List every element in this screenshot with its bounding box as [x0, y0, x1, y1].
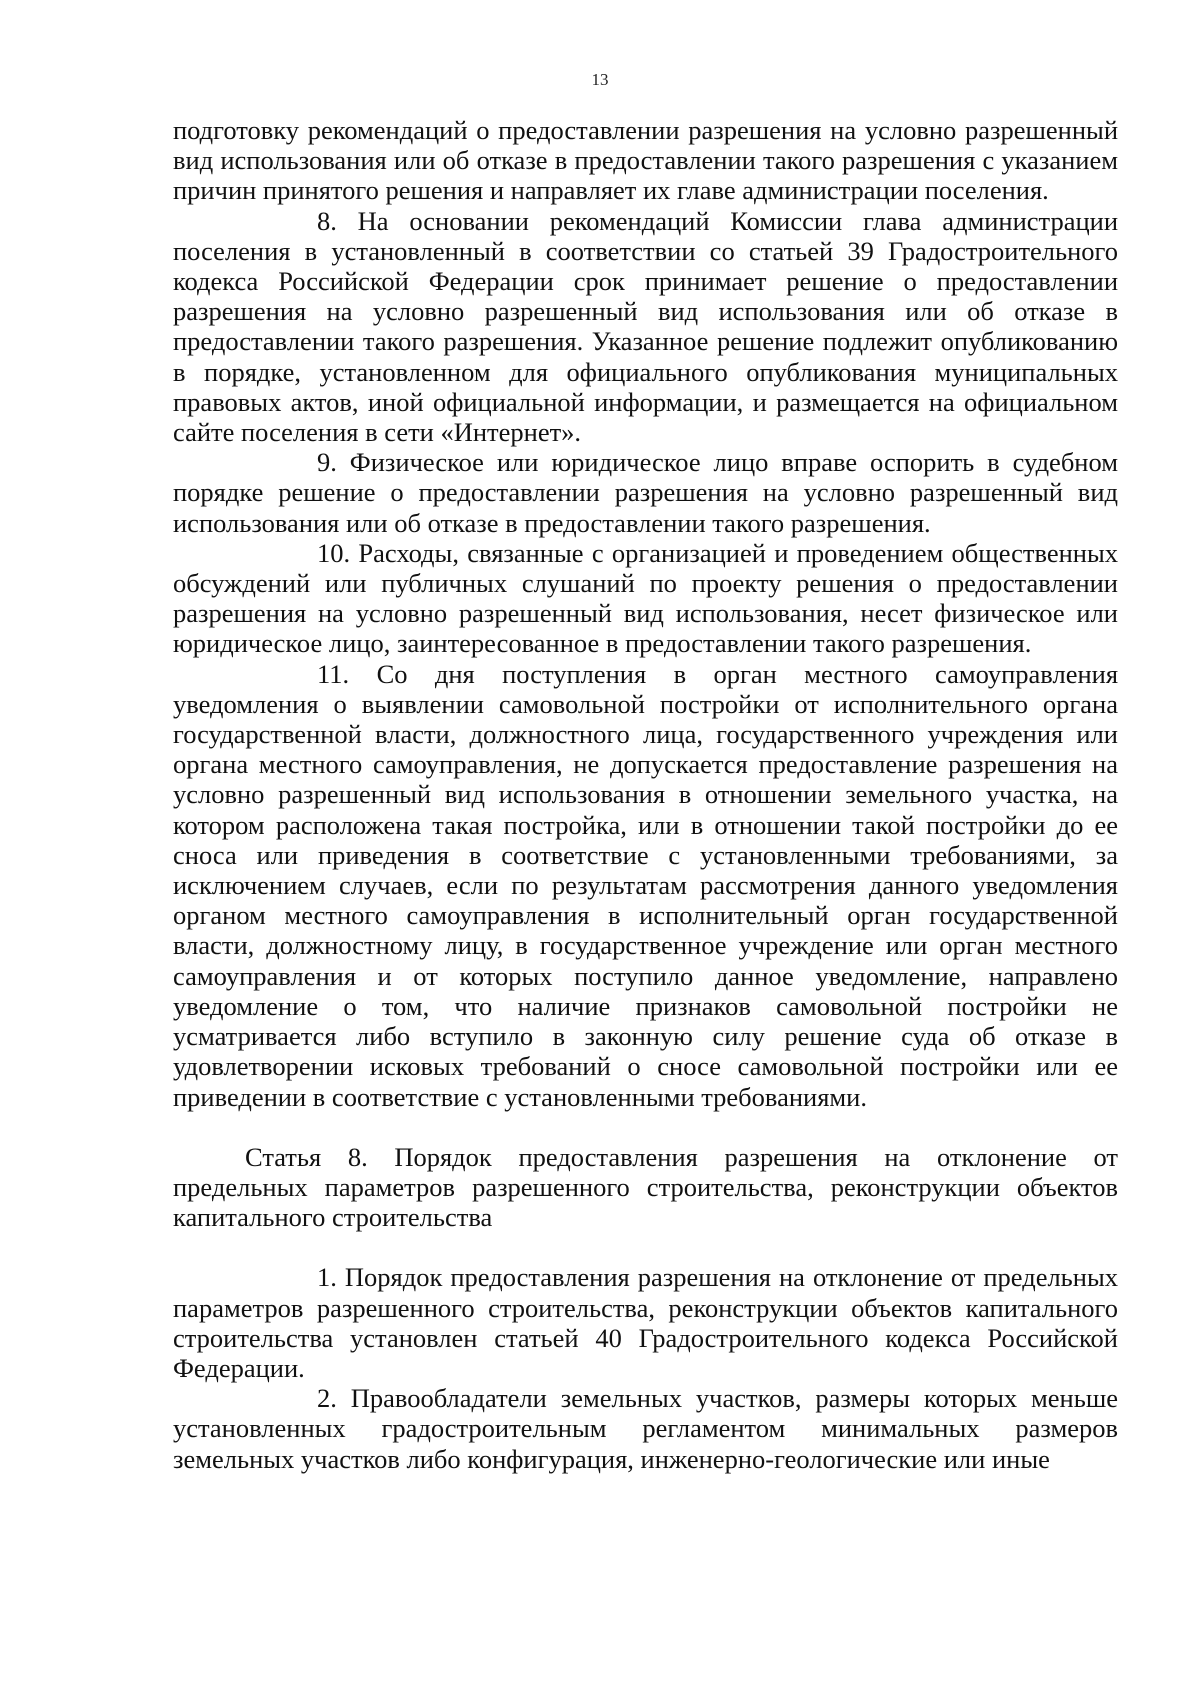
paragraph-text: Со дня поступления в орган местного самоуправления уведомления о выявлении самовольной постройки от исполнительного органа государственной власти, должностного лица, государственного учреждения или органа местного самоуправления, не допускается предоставление разрешения на условно разрешенный вид использования в отношении земельного участка, на котором расположена такая постройка, или в отношении такой постройки до ее сноса или приведения в соответствие с установленными требованиями, за исключением случаев, если по результатам рассмотрения данного уведомления органом местного самоуправления в исполнительный орган государственной власти, должностному лицу, в государственное учреждение или орган местного самоуправления и от которых поступило данное уведомление, направлено уведомление о том, что наличие признаков самовольной постройки не усматривается либо вступило в законную силу решение суда об отказе в удовлетворении исковых требований о сносе самовольной постройки или ее приведении в соответствие с установленными требованиями.	[173, 658, 1119, 1112]
paragraph-item-8	[173, 206, 1118, 448]
document-body	[173, 115, 1118, 1474]
page-number: 13	[591, 70, 609, 89]
spacer	[173, 1112, 1118, 1142]
article-heading: Статья 8. Порядок предоставления разрешения на отклонение от предельных параметров разрешенного строительства, реконструкции объектов капитального строительства	[173, 1141, 1118, 1233]
paragraph-number: 10.	[317, 537, 351, 568]
paragraph-item-11	[173, 659, 1118, 1112]
paragraph-item-1	[173, 1262, 1118, 1383]
paragraph-number: 1.	[317, 1262, 337, 1293]
paragraph-text: Порядок предоставления разрешения на отклонение от предельных параметров разрешенного строительства, реконструкции объектов капитального строительства установлен статьей 40 Градостроительного кодекса Российской Федерации.	[173, 1262, 1118, 1383]
paragraph-item-2	[173, 1383, 1118, 1474]
paragraph-number: 8.	[317, 205, 337, 236]
paragraph-item-9	[173, 447, 1118, 538]
paragraph-item-10	[173, 538, 1118, 659]
paragraph-text: На основании рекомендаций Комиссии глава администрации поселения в установленный в соответствии со статьей 39 Градостроительного кодекса Российской Федерации срок принимает решение о предоставлении разрешения на условно разрешенный вид использования или об отказе в предоставлении такого разрешения. Указанное решение подлежит опубликованию в порядке, установленном для официального опубликования муниципальных правовых актов, иной официальной информации, и размещается на официальном сайте поселения в сети «Интернет».	[173, 205, 1119, 448]
paragraph-continuation	[173, 115, 1118, 206]
spacer	[173, 1232, 1118, 1262]
paragraph-number: 2.	[317, 1383, 337, 1414]
paragraph-text: Правообладатели земельных участков, размеры которых меньше установленных градостроительным регламентом минимальных размеров земельных участков либо конфигурация, инженерно-геологические или иные	[173, 1383, 1118, 1474]
paragraph-text: подготовку рекомендаций о предоставлении разрешения на условно разрешенный вид использования или об отказе в предоставлении такого разрешения с указанием причин принятого решения и направляет их главе администрации поселения.	[173, 115, 1118, 206]
paragraph-text: Расходы, связанные с организацией и проведением общественных обсуждений или публичных слушаний по проекту решения о предоставлении разрешения на условно разрешенный вид использования, несет физическое или юридическое лицо, заинтересованное в предоставлении такого разрешения.	[173, 537, 1118, 659]
paragraph-number: 11.	[317, 658, 350, 689]
paragraph-text: Физическое или юридическое лицо вправе оспорить в судебном порядке решение о предоставлении разрешения на условно разрешенный вид использования или об отказе в предоставлении такого разрешения.	[173, 447, 1119, 538]
paragraph-number: 9.	[317, 447, 337, 478]
